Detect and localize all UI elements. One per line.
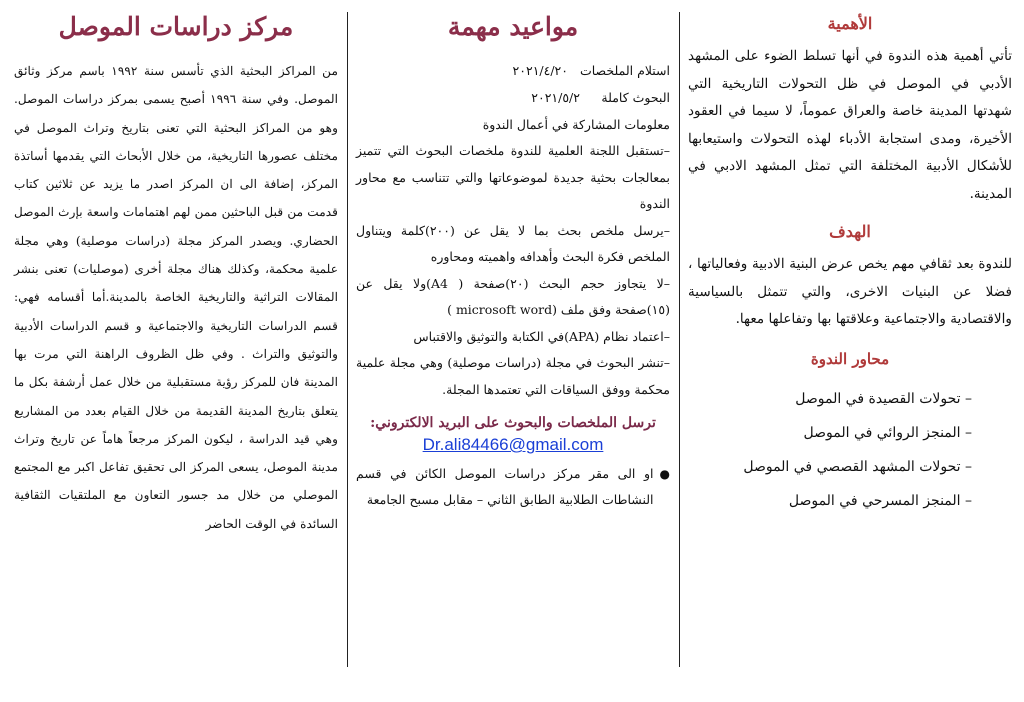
center-column	[8, 8, 344, 538]
importance-goal-column	[682, 8, 1018, 518]
dates-block	[356, 57, 670, 138]
address-text: او الى مقر مركز دراسات الموصل الكائن في قسم النشاطات الطلابية الطابق الثاني – مقابل مسبح الجامعة	[356, 466, 654, 507]
axes-heading: محاور الندوة	[810, 349, 890, 368]
note-item: –يرسل ملخص بحث بما لا يقل عن (٢٠٠)كلمة ويتناول الملخص فكرة البحث وأهدافه واهميته ومحاوره	[356, 222, 671, 264]
axes-list	[688, 382, 1012, 518]
column-divider	[679, 12, 680, 667]
center-text: من المراكز البحثية الذي تأسس سنة ١٩٩٢ باسم مركز وثائق الموصل. وفي سنة ١٩٩٦ أصبح يسمى بمركز دراسات الموصل. وهو من المراكز البحثية التي تعنى بتاريخ وتراث الموصل في مختلف عصورها التاريخية، من خلال الأبحاث التي يقدمها أساتذة المركز، إضافة الى ان المركز اصدر ما يزيد عن ثلاثين كتاب قدمت من قبل الباحثين ممن لهم اهتمامات واسعة بإرث الموصل الحضاري. ويصدر المركز مجلة (دراسات موصلية) وهي مجلة علمية محكمة، وكذلك هناك مجلة أخرى (موصليات) تعنى بنشر المقالات التراثية والتاريخية الخاصة بالمدينة.أما أقسامه فهي: قسم الدراسات التاريخية والاجتماعية و قسم الدراسات الأدبية والتوثيق والتراث . وفي ظل الظروف الراهنة التي مرت بها المدينة فان للمركز رؤية مستقبلية من خلال عمل أرشفة بكل ما يتعلق بتاريخ المدينة القديمة من خلال القيام بعدد من المشاريع وهي قيد الدراسة ، ليكون المركز مرجعاً هاماً عن تاريخ وتراث مدينة الموصل، يسعى المركز الى تحقيق تفاعل اكبر مع المجتمع الموصلي من خلال مد جسور التعاون مع الملتقيات الثقافية السائدة في الوقت الحاضر	[14, 64, 338, 531]
axis-item: – تحولات القصيدة في الموصل	[795, 390, 972, 407]
papers-label: البحوث كاملة	[601, 90, 670, 105]
center-heading: مركز دراسات الموصل	[58, 12, 294, 41]
importance-heading: الأهمية	[827, 14, 873, 33]
note-item: –تنشر البحوث في مجلة (دراسات موصلية) وهي مجلة علمية محكمة ووفق السياقات التي تعتمدها المجلة.	[356, 355, 670, 397]
axis-item: – المنجز المسرحي في الموصل	[788, 492, 972, 509]
abstracts-label: استلام الملخصات	[579, 63, 670, 78]
note-item: –تستقبل اللجنة العلمية للندوة ملخصات البحوث التي تتميز بمعالجات بحثية جديدة لموضوعاتها والتي تتناسب مع محاور الندوة	[356, 143, 670, 211]
note-item: –لا يتجاوز حجم البحث (٢٠)صفحة ( A4)ولا يقل عن (١٥)صفحة وفق ملف (microsoft word )	[356, 275, 670, 317]
goal-heading: الهدف	[829, 222, 871, 241]
note-item: –اعتماد نظام (APA)في الكتابة والتوثيق والاقتباس	[413, 328, 670, 344]
column-divider	[347, 12, 348, 667]
axis-item: – تحولات المشهد القصصي في الموصل	[743, 458, 972, 475]
abstracts-date-row	[356, 57, 670, 84]
email-heading: ترسل الملخصات والبحوث على البريد الالكتروني:	[370, 415, 656, 431]
bullet-icon: ●	[659, 467, 670, 481]
email-link[interactable]: Dr.ali84466@gmail.com	[422, 435, 604, 454]
participation-info-label: معلومات المشاركة في أعمال الندوة	[482, 117, 670, 132]
address-bullet	[356, 461, 670, 513]
papers-date: ٢٠٢١/٥/٢	[531, 90, 580, 105]
importance-text: تأتي أهمية هذه الندوة في أنها تسلط الضوء على المشهد الأدبي في الموصل في ظل التحولات التاريخية التي شهدتها المدينة خاصة والعراق عموماً، لا سيما في العقود الأخيرة، ومدى استجابة الأدباء لهذه التحولات واستيعابها للأشكال الأدبية المختلفة التي تمثل المشهد الادبي في المدينة.	[688, 48, 1012, 202]
papers-date-row	[356, 84, 670, 111]
abstracts-date: ٢٠٢١/٤/٢٠	[512, 63, 568, 78]
dates-heading: مواعيد مهمة	[447, 12, 579, 41]
axis-item: – المنجز الروائي في الموصل	[803, 424, 972, 441]
goal-text: للندوة بعد ثقافي مهم يخص عرض البنية الادبية وفعالياتها ، فضلا عن البنيات الاخرى، والتي تتمثل بالسياسية والاقتصادية والاجتماعية وعلاقتها بها وتفاعلها معها.	[688, 256, 1012, 327]
dates-column	[352, 8, 678, 513]
